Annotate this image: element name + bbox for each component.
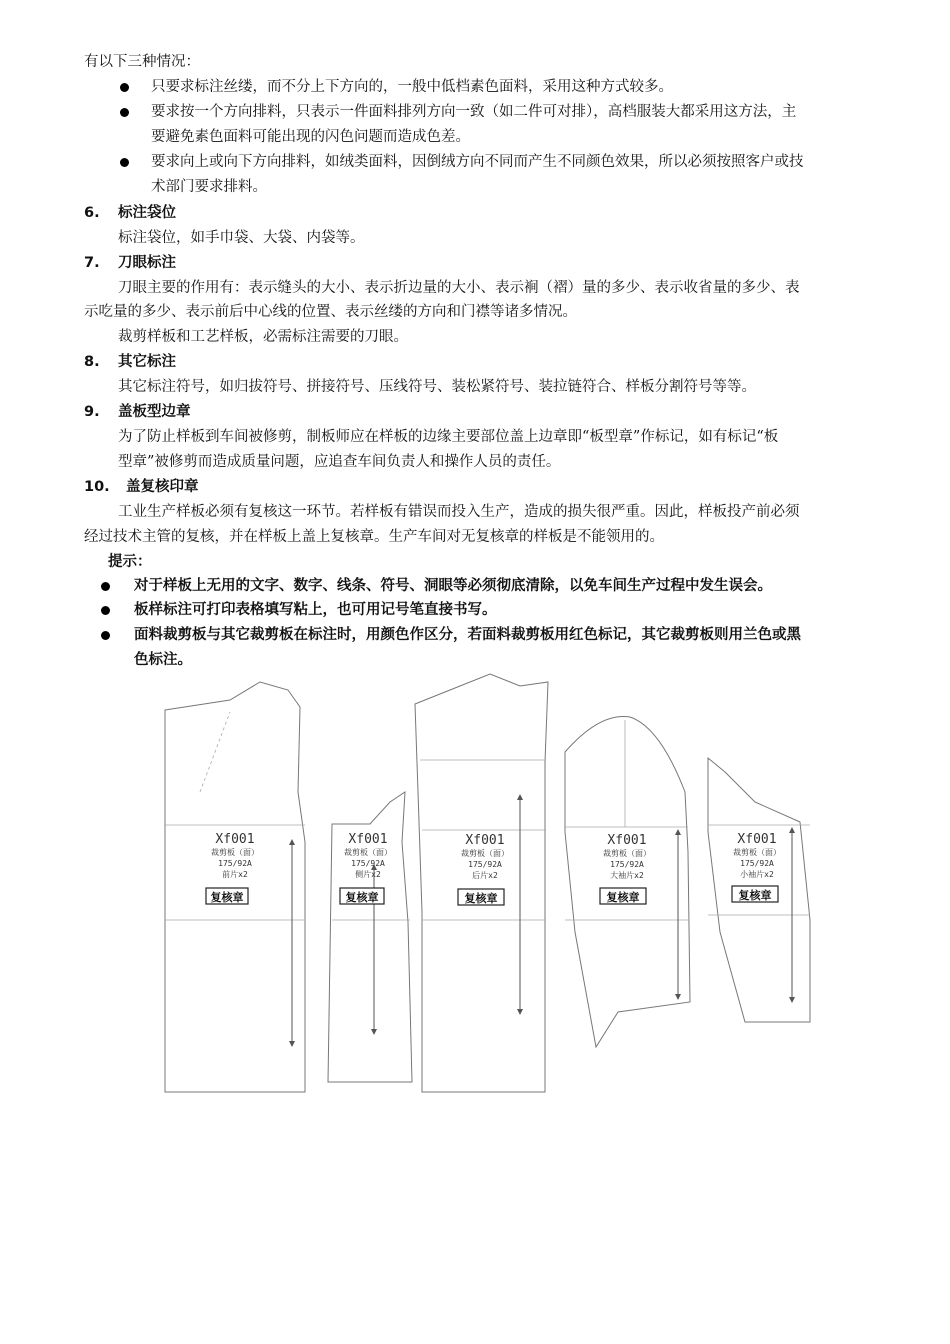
review-stamp: 复核章: [345, 891, 379, 904]
section-9-line-1: 为了防止样板到车间被修剪，制板师应在样板的边缘主要部位盖上边章即“板型章”作标记，如有标记“板: [118, 429, 779, 445]
piece-type: 裁剪板（面）: [733, 848, 781, 857]
intro-bullet-2-line-1: 要求按一个方向排料，只表示一件面料排列方向一致（如二件可对排），高档服装大都采用这方法，主: [151, 104, 797, 120]
bullet-icon: [101, 631, 110, 640]
piece-name: 大袖片x2: [610, 871, 644, 880]
piece-code: Xf001: [607, 833, 647, 848]
intro-bullet-1-line-1: 只要求标注丝缕，而不分上下方向的，一般中低档素色面料，采用这种方式较多。: [151, 79, 673, 95]
section-10-line-2: 经过技术主管的复核，并在样板上盖上复核章。生产车间对无复核章的样板是不能领用的。: [84, 529, 664, 545]
section-8-text: 其它标注符号，如归拔符号、拼接符号、压线符号、装松紧符号、装拉链符合、样板分割符号等等。: [118, 379, 756, 395]
piece-type: 裁剪板（面）: [211, 848, 259, 857]
review-stamp: 复核章: [606, 891, 640, 904]
piece-size: 175/92A: [218, 859, 252, 868]
piece-size: 175/92A: [351, 859, 385, 868]
pattern-pieces-figure: [160, 672, 820, 1102]
section-6-title: 标注袋位: [118, 205, 176, 221]
section-7-title: 刀眼标注: [118, 255, 176, 271]
section-7-number: 7.: [84, 255, 100, 271]
tip-3-line-2: 色标注。: [134, 652, 192, 668]
section-9-line-2: 型章”被修剪而造成质量问题，应追查车间负责人和操作人员的责任。: [118, 454, 561, 470]
pattern-piece-side: [328, 792, 412, 1082]
section-10-number: 10.: [84, 479, 110, 495]
piece-size: 175/92A: [610, 860, 644, 869]
bullet-icon: [120, 108, 129, 117]
tips-title: 提示：: [108, 554, 152, 570]
section-10-line-1: 工业生产样板必须有复核这一环节。若样板有错误而投入生产，造成的损失很严重。因此，样板投产前必须: [118, 504, 800, 520]
piece-type: 裁剪板（面）: [603, 849, 651, 858]
piece-code: Xf001: [465, 833, 505, 848]
section-10-title: 盖复核印章: [126, 479, 199, 495]
piece-code: Xf001: [348, 832, 388, 847]
intro-text: 有以下三种情况：: [84, 54, 200, 70]
section-8-number: 8.: [84, 354, 100, 370]
piece-name: 小袖片x2: [740, 870, 774, 879]
piece-size: 175/92A: [740, 859, 774, 868]
pattern-piece-big-sleeve: [565, 716, 690, 1047]
bullet-icon: [101, 582, 110, 591]
intro-bullet-3-line-1: 要求向上或向下方向排料，如绒类面料，因倒绒方向不同而产生不同颜色效果，所以必须按照客户或技: [151, 154, 804, 170]
piece-type: 裁剪板（面）: [344, 848, 392, 857]
section-9-title: 盖板型边章: [118, 404, 191, 420]
piece-name: 侧片x2: [355, 870, 381, 879]
tip-3-line-1: 面料裁剪板与其它裁剪板在标注时，用颜色作区分，若面料裁剪板用红色标记，其它裁剪板则用兰色或黑: [134, 627, 801, 643]
section-8-title: 其它标注: [118, 354, 176, 370]
section-6-number: 6.: [84, 205, 100, 221]
bullet-icon: [101, 606, 110, 615]
review-stamp: 复核章: [464, 892, 498, 905]
tip-1: 对于样板上无用的文字、数字、线条、符号、洞眼等必须彻底清除，以免车间生产过程中发生误会。: [134, 578, 772, 594]
pattern-piece-back: [415, 674, 548, 1092]
bullet-icon: [120, 158, 129, 167]
intro-bullet-3-line-2: 术部门要求排料。: [151, 179, 267, 195]
intro-bullet-2-line-2: 要避免素色面料可能出现的闪色问题而造成色差。: [151, 129, 470, 145]
review-stamp: 复核章: [738, 889, 772, 902]
piece-code: Xf001: [215, 832, 255, 847]
piece-name: 后片x2: [472, 871, 498, 880]
bullet-icon: [120, 83, 129, 92]
piece-code: Xf001: [737, 832, 777, 847]
section-7-line-3: 裁剪样板和工艺样板，必需标注需要的刀眼。: [118, 329, 408, 345]
pattern-piece-small-sleeve: [708, 758, 810, 1022]
section-7-line-1: 刀眼主要的作用有：表示缝头的大小、表示折边量的大小、表示裥（褶）量的多少、表示收省量的多少、表: [118, 280, 800, 296]
piece-size: 175/92A: [468, 860, 502, 869]
tip-2: 板样标注可打印表格填写粘上，也可用记号笔直接书写。: [134, 602, 497, 618]
section-7-line-2: 示吃量的多少、表示前后中心线的位置、表示丝缕的方向和门襟等诸多情况。: [84, 304, 577, 320]
piece-type: 裁剪板（面）: [461, 849, 509, 858]
section-6-text: 标注袋位，如手巾袋、大袋、内袋等。: [118, 230, 365, 246]
pattern-piece-front: [165, 682, 305, 1092]
piece-name: 前片x2: [222, 870, 248, 879]
section-9-number: 9.: [84, 404, 100, 420]
review-stamp: 复核章: [210, 891, 244, 904]
